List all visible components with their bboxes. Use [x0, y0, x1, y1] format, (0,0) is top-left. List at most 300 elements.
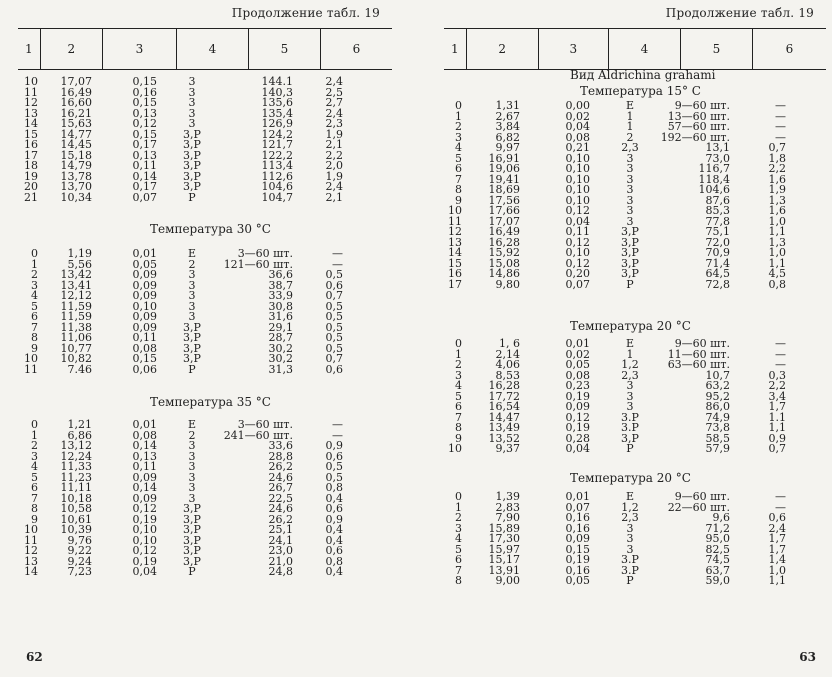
table-cell: 18: [24, 159, 38, 172]
table-row: [442, 122, 786, 133]
table-cell: 0: [455, 337, 462, 350]
table-cell: P: [626, 277, 634, 291]
table-cell: 0,01: [132, 418, 157, 431]
table-cell: 86,0: [705, 400, 730, 413]
table-block: [20, 77, 343, 203]
table-cell: 3,P: [183, 148, 201, 162]
table-block: [20, 249, 343, 375]
table-cell: 0,09: [565, 532, 590, 545]
table-cell: 26,7: [268, 481, 293, 494]
table-row: [20, 567, 343, 578]
table-cell: 1,8: [768, 151, 786, 165]
table-cell: 3: [188, 96, 196, 109]
table-cell: 0,23: [565, 379, 590, 392]
table-cell: 1,9: [325, 127, 343, 141]
table-cell: 10,34: [60, 190, 92, 204]
table-cell: 3: [188, 449, 196, 463]
table-cell: 3,P: [183, 544, 201, 557]
table-cell: 0,19: [132, 512, 157, 526]
table-cell: 0,01: [565, 490, 590, 503]
table-cell: 3: [455, 521, 462, 535]
table-cell: 1,0: [768, 563, 786, 577]
table-cell: 10: [24, 352, 38, 365]
table-cell: 17: [448, 277, 462, 291]
table-row: [20, 362, 343, 376]
table-cell: 3,P: [183, 320, 201, 334]
table-cell: 3: [626, 151, 634, 165]
table-cell: 5: [455, 542, 462, 556]
table-cell: 7: [31, 491, 38, 505]
table-cell: 15,92: [488, 246, 520, 259]
table-block: [442, 101, 786, 290]
table-cell: 0,09: [132, 320, 157, 334]
table-cell: 6: [455, 162, 462, 175]
table-cell: 0,01: [132, 247, 157, 260]
table-cell: 0,08: [132, 428, 157, 442]
table-cell: 2,14: [495, 347, 520, 361]
table-cell: 11,59: [60, 299, 92, 313]
table-cell: 7.46: [67, 362, 92, 376]
table-cell: 73,0: [705, 151, 730, 165]
table-cell: 3: [626, 193, 634, 207]
table-cell: 17,30: [488, 532, 520, 545]
table-cell: 2: [31, 268, 38, 281]
table-cell: 72,8: [705, 277, 730, 291]
table-cell: 17,66: [488, 204, 520, 217]
table-row: [442, 101, 786, 112]
table-cell: 85,3: [705, 204, 730, 217]
table-cell: 3: [188, 460, 196, 473]
table-cell: 33,6: [268, 439, 293, 452]
table-cell: 15: [448, 256, 462, 270]
table-cell: 0,07: [565, 277, 590, 291]
table-cell: 0,07: [132, 190, 157, 204]
table-cell: E: [187, 418, 197, 431]
table-cell: 0,6: [325, 502, 343, 515]
table-cell: 0,08: [132, 341, 157, 355]
table-cell: 13,52: [488, 431, 520, 445]
table-cell: 3,84: [495, 120, 520, 133]
table-cell: 0,17: [132, 138, 157, 151]
table-cell: 3,P: [621, 267, 639, 280]
table-cell: 3: [188, 299, 196, 313]
table-cell: 4: [31, 460, 38, 473]
column-header: 6: [785, 42, 794, 56]
table-cell: 14,86: [488, 267, 520, 280]
table-cell: 15,17: [488, 553, 520, 566]
table-cell: 1,1: [768, 574, 786, 587]
table-cell: E: [187, 247, 197, 260]
table-cell: 0,12: [565, 256, 590, 270]
table-cell: 0,02: [565, 347, 590, 361]
table-cell: 4: [455, 141, 462, 154]
table-cell: 0,12: [132, 502, 157, 515]
table-cell: —: [775, 500, 786, 514]
table-cell: 1,2: [621, 500, 639, 514]
table-cell: 0,4: [325, 491, 343, 505]
table-cell: 3: [626, 183, 634, 196]
table-cell: 10,18: [60, 491, 92, 505]
table-cell: 116,7: [698, 162, 730, 175]
table-cell: 0,13: [132, 449, 157, 463]
column-header: 2: [41, 29, 103, 69]
table-cell: 0,21: [565, 141, 590, 154]
table-cell: 11,33: [60, 460, 92, 473]
table-cell: 3: [455, 130, 462, 144]
table-cell: 22,5: [268, 491, 293, 505]
table-cell: 3,P: [183, 502, 201, 515]
table-cell: 3,P: [183, 341, 201, 355]
table-cell: 6,82: [495, 130, 520, 144]
table-cell: 0,5: [325, 310, 343, 323]
table-cell: 0,6: [768, 511, 786, 524]
table-cell: 3,P: [183, 512, 201, 526]
table-cell: 11,06: [60, 331, 92, 344]
table-cell: 126,9: [261, 117, 293, 130]
table-cell: 9—60 шт.: [674, 337, 730, 350]
table-cell: 11: [24, 85, 38, 99]
table-cell: 13,1: [705, 141, 730, 154]
table-cell: 16: [448, 267, 462, 280]
table-cell: P: [188, 565, 196, 578]
table-cell: 113,4: [261, 159, 293, 172]
table-cell: 3.P: [621, 410, 639, 424]
table-cell: 135,6: [261, 96, 293, 109]
table-cell: 2,7: [325, 96, 343, 109]
table-cell: 7,90: [495, 511, 520, 524]
table-cell: 6: [31, 310, 38, 323]
table-cell: 1: [626, 109, 634, 123]
table-row: [442, 269, 786, 280]
table-cell: 0,20: [565, 267, 590, 280]
table-cell: 3: [188, 481, 196, 494]
table-cell: 13,41: [60, 278, 92, 292]
table-cell: 3.P: [621, 563, 639, 577]
table-cell: 4,5: [768, 267, 786, 280]
table-cell: 0,5: [325, 341, 343, 355]
table-cell: 0,16: [565, 521, 590, 535]
table-cell: 23,0: [268, 544, 293, 557]
column-header: 5: [249, 29, 321, 69]
table-cell: 63,7: [705, 563, 730, 577]
table-cell: 3,P: [183, 352, 201, 365]
table-cell: 3: [626, 542, 634, 556]
table-cell: 3: [188, 106, 196, 120]
table-row: [442, 130, 786, 144]
table-cell: 2,4: [768, 521, 786, 535]
column-header: 2: [467, 29, 539, 69]
table-cell: 12,24: [60, 449, 92, 463]
table-cell: 0,7: [768, 442, 786, 455]
table-cell: E: [625, 490, 635, 503]
table-cell: 14: [24, 565, 38, 578]
table-cell: 58,5: [705, 431, 730, 445]
table-cell: 2,4: [325, 106, 343, 120]
table-row: [442, 444, 786, 455]
table-cell: 0,14: [132, 481, 157, 494]
table-header: [444, 28, 826, 70]
table-cell: 112,6: [261, 169, 293, 183]
left-page: [0, 0, 410, 677]
table-cell: 5: [31, 470, 38, 484]
table-cell: 12: [24, 544, 38, 557]
table-cell: 9,6: [712, 511, 730, 524]
table-cell: 1,3: [768, 193, 786, 207]
table-cell: 0,12: [565, 235, 590, 249]
table-cell: 63,2: [705, 379, 730, 392]
table-cell: 17,07: [60, 75, 92, 88]
table-cell: 10,58: [60, 502, 92, 515]
table-cell: 0,12: [565, 204, 590, 217]
table-cell: 2: [188, 257, 196, 271]
table-cell: 9,24: [67, 554, 92, 568]
table-row: [442, 360, 786, 371]
table-cell: 29,1: [268, 320, 293, 334]
table-cell: 10: [24, 523, 38, 536]
table-cell: 3: [188, 117, 196, 130]
table-cell: 1,1: [768, 225, 786, 238]
column-header: 1: [444, 29, 467, 69]
table-cell: 0,15: [132, 75, 157, 88]
table-cell: 3: [188, 439, 196, 452]
table-cell: 11: [24, 533, 38, 547]
section-title: Температура 20 °С: [570, 471, 691, 485]
section-title: Температура 30 °С: [150, 222, 271, 236]
table-cell: 3: [188, 75, 196, 88]
table-cell: 3,P: [183, 138, 201, 151]
table-cell: 14,45: [60, 138, 92, 151]
table-cell: 11,23: [60, 470, 92, 484]
table-cell: 0,15: [565, 542, 590, 556]
table-cell: 87,6: [705, 193, 730, 207]
table-cell: 9,00: [495, 574, 520, 587]
table-cell: 10,7: [705, 368, 730, 382]
table-cell: 9: [455, 193, 462, 207]
table-cell: 0,04: [565, 120, 590, 133]
table-cell: 30,2: [268, 352, 293, 365]
table-block: [442, 492, 786, 587]
table-cell: 1,1: [768, 256, 786, 270]
table-cell: 7: [455, 563, 462, 577]
table-cell: 3,P: [621, 225, 639, 238]
table-cell: 0,8: [325, 481, 343, 494]
table-cell: 13,49: [488, 421, 520, 434]
table-cell: 5: [455, 389, 462, 403]
table-cell: 77,8: [705, 214, 730, 228]
table-cell: 1.1: [768, 410, 786, 424]
table-cell: —: [775, 490, 786, 503]
right-page: [430, 0, 832, 677]
continuation-label: Продолжение табл. 19: [665, 6, 814, 20]
table-cell: 9—60 шт.: [674, 99, 730, 112]
table-cell: 3: [626, 389, 634, 403]
table-cell: 9: [31, 512, 38, 526]
table-cell: 3,P: [621, 431, 639, 445]
table-cell: 24,6: [268, 502, 293, 515]
table-cell: 36,6: [268, 268, 293, 281]
table-cell: 2: [626, 130, 634, 144]
table-cell: —: [332, 257, 343, 271]
table-cell: 1: [455, 347, 462, 361]
table-cell: 0,28: [565, 431, 590, 445]
page-number: 62: [26, 650, 43, 664]
table-cell: 10: [448, 204, 462, 217]
table-cell: 2,4: [325, 75, 343, 88]
table-cell: 11—60 шт.: [667, 347, 730, 361]
table-cell: 0,5: [325, 320, 343, 334]
table-cell: 64,5: [705, 267, 730, 280]
table-cell: 0,13: [132, 106, 157, 120]
table-cell: 6: [31, 481, 38, 494]
table-cell: 0,05: [565, 358, 590, 371]
table-cell: 9,76: [67, 533, 92, 547]
table-cell: 0,11: [132, 460, 157, 473]
table-cell: 3—60 шт.: [237, 418, 293, 431]
table-cell: 10,82: [60, 352, 92, 365]
table-block: [20, 420, 343, 578]
table-cell: 0,15: [132, 127, 157, 141]
table-cell: 0,09: [132, 289, 157, 302]
table-cell: 2,2: [768, 162, 786, 175]
table-cell: 74,9: [705, 410, 730, 424]
table-cell: 3,4: [768, 389, 786, 403]
table-cell: 28,7: [268, 331, 293, 344]
table-cell: 19,41: [488, 172, 520, 186]
table-cell: 12: [448, 225, 462, 238]
table-cell: 2: [455, 358, 462, 371]
table-cell: 1,9: [768, 183, 786, 196]
table-cell: 140,3: [261, 85, 293, 99]
section-title: Температура 15° С: [580, 84, 701, 98]
table-cell: 30,2: [268, 341, 293, 355]
table-cell: 104,6: [698, 183, 730, 196]
table-cell: 11,38: [60, 320, 92, 334]
table-cell: 13,70: [60, 180, 92, 193]
column-header: 5: [681, 29, 753, 69]
table-cell: 24,6: [268, 470, 293, 484]
table-cell: 3: [626, 172, 634, 186]
table-cell: 0,10: [565, 183, 590, 196]
table-cell: 0,06: [132, 362, 157, 376]
table-cell: 0,13: [132, 148, 157, 162]
table-cell: 0,16: [565, 511, 590, 524]
table-cell: 4: [31, 289, 38, 302]
table-cell: 0,7: [768, 141, 786, 154]
table-cell: 10,77: [60, 341, 92, 355]
table-row: [442, 431, 786, 445]
table-cell: 3,P: [183, 331, 201, 344]
table-cell: 0,9: [325, 439, 343, 452]
table-cell: 16,28: [488, 235, 520, 249]
table-cell: 11: [24, 362, 38, 376]
table-cell: 2: [455, 120, 462, 133]
table-cell: 71,2: [705, 521, 730, 535]
table-cell: 135,4: [261, 106, 293, 120]
table-row: [442, 576, 786, 587]
table-cell: 10: [448, 442, 462, 455]
table-cell: 16,54: [488, 400, 520, 413]
table-header: [18, 28, 392, 70]
table-cell: 1,2: [621, 358, 639, 371]
table-cell: 0,09: [565, 400, 590, 413]
table-cell: 1,7: [768, 542, 786, 556]
table-cell: 3,P: [621, 235, 639, 249]
table-cell: 1: [31, 428, 38, 442]
table-cell: 2,4: [325, 180, 343, 193]
table-cell: 0,5: [325, 470, 343, 484]
table-cell: 0,09: [132, 491, 157, 505]
table-cell: 75,1: [705, 225, 730, 238]
table-cell: 18,69: [488, 183, 520, 196]
table-cell: 0,19: [565, 389, 590, 403]
table-cell: 13: [448, 235, 462, 249]
table-cell: 0,09: [132, 268, 157, 281]
table-cell: E: [625, 99, 635, 112]
table-cell: 0,10: [132, 523, 157, 536]
table-cell: 0,19: [132, 554, 157, 568]
table-cell: 0: [31, 418, 38, 431]
section-title: Температура 20 °С: [570, 319, 691, 333]
table-cell: E: [625, 337, 635, 350]
table-cell: 2,2: [325, 148, 343, 162]
table-cell: —: [775, 337, 786, 350]
table-cell: 74,5: [705, 553, 730, 566]
table-cell: 4: [455, 379, 462, 392]
table-cell: 3,P: [621, 246, 639, 259]
table-cell: 0,01: [565, 337, 590, 350]
table-cell: 16,28: [488, 379, 520, 392]
table-cell: 25,1: [268, 523, 293, 536]
table-cell: 7,23: [67, 565, 92, 578]
table-cell: 0,08: [565, 130, 590, 144]
table-cell: 3.P: [621, 553, 639, 566]
table-cell: 3,P: [183, 159, 201, 172]
table-cell: 3: [188, 278, 196, 292]
table-cell: 13,12: [60, 439, 92, 452]
table-cell: 11,59: [60, 310, 92, 323]
table-cell: 6: [455, 400, 462, 413]
table-cell: 1: [626, 120, 634, 133]
table-cell: 1,39: [495, 490, 520, 503]
table-cell: 3,P: [183, 533, 201, 547]
table-cell: 13,78: [60, 169, 92, 183]
table-cell: 14,79: [60, 159, 92, 172]
table-cell: 0,16: [565, 563, 590, 577]
table-cell: 104,7: [261, 190, 293, 204]
table-cell: 2,1: [325, 190, 343, 204]
table-cell: 7: [455, 410, 462, 424]
table-cell: 8: [455, 183, 462, 196]
table-cell: 0,00: [565, 99, 590, 112]
page-number: 63: [799, 650, 816, 664]
table-cell: 0,4: [325, 533, 343, 547]
table-cell: 1,9: [325, 169, 343, 183]
table-cell: —: [775, 347, 786, 361]
table-row: [442, 277, 786, 291]
table-cell: 13,91: [488, 563, 520, 577]
table-cell: 0,5: [325, 331, 343, 344]
table-cell: 0,04: [132, 565, 157, 578]
table-cell: 95,2: [705, 389, 730, 403]
table-cell: 31,6: [268, 310, 293, 323]
table-cell: 0,11: [132, 159, 157, 172]
table-cell: 0: [455, 99, 462, 112]
table-cell: 2,3: [325, 117, 343, 130]
table-cell: 20: [24, 180, 38, 193]
table-cell: 0,14: [132, 439, 157, 452]
table-cell: 0,02: [565, 109, 590, 123]
table-cell: 3,P: [183, 554, 201, 568]
